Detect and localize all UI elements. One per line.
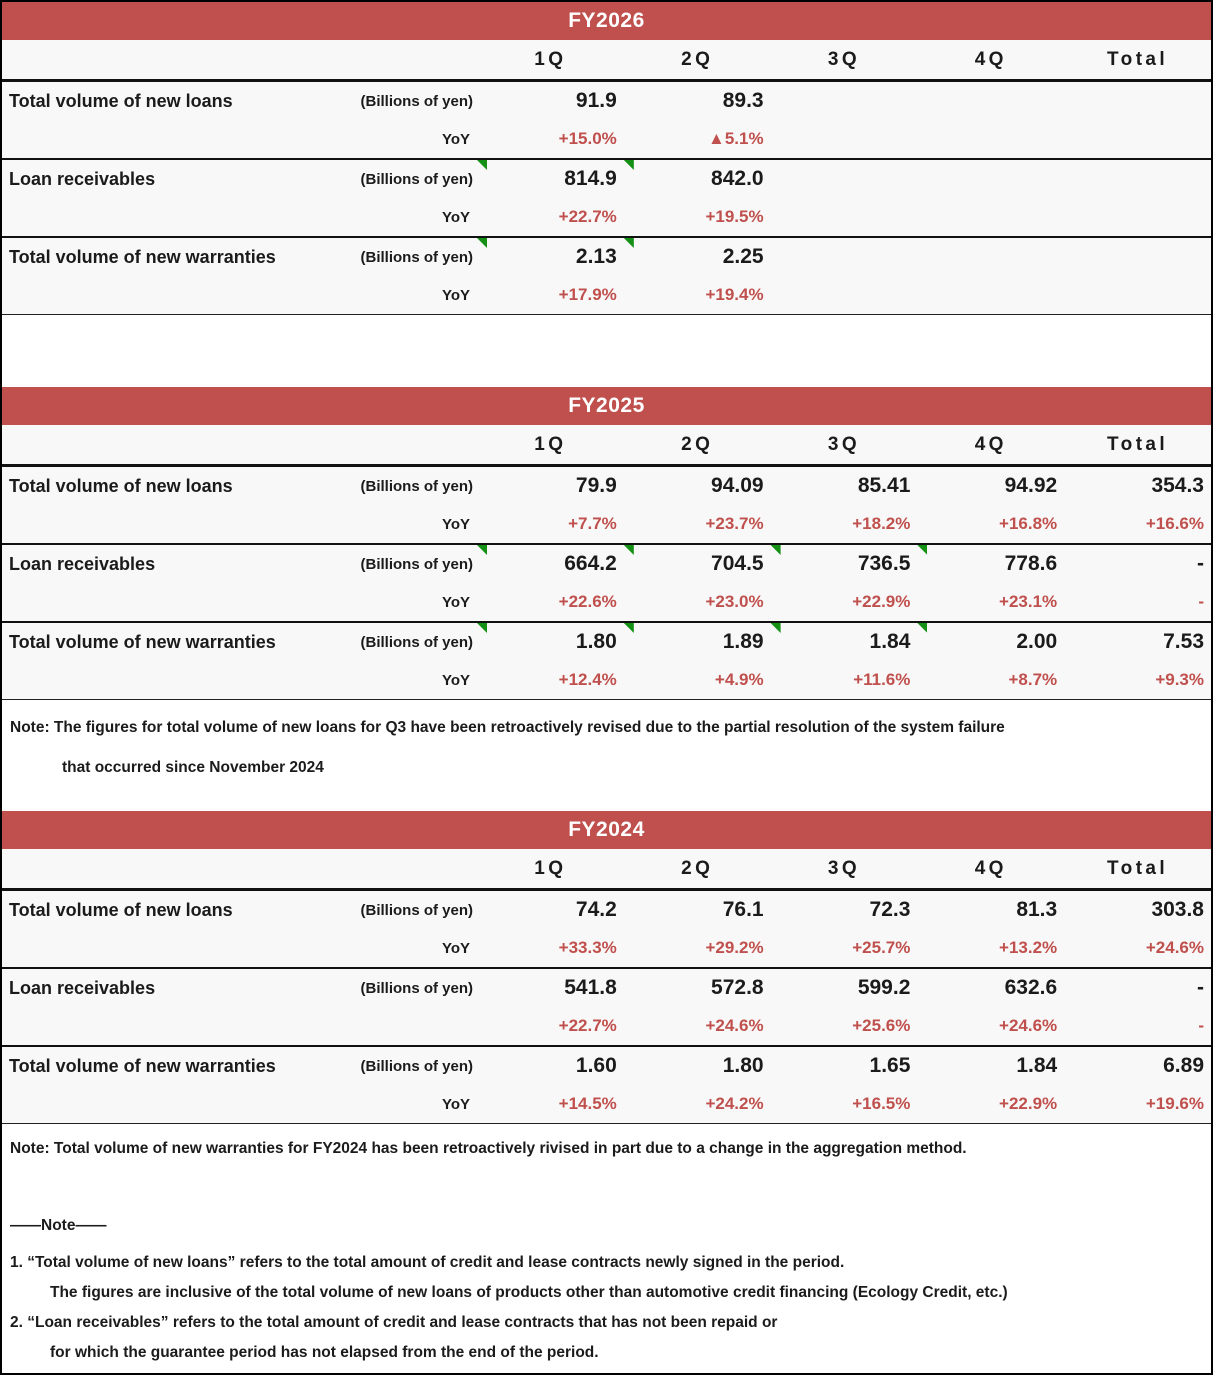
value-3q: 72.3 — [869, 898, 911, 921]
unit-label: (Billions of yen) — [360, 92, 473, 110]
fy2025-title-bar — [2, 387, 1211, 425]
yoy-2q: +4.9% — [714, 670, 764, 689]
footnote-1-continued: The figures are inclusive of the total volume of new loans of products other than automotive credit financing (Ecology Credit, etc.) — [50, 1284, 1008, 1301]
yoy-4q: +13.2% — [999, 938, 1058, 957]
value-total — [1064, 160, 1211, 198]
fy2025-title: FY2025 — [568, 394, 645, 417]
note-line: that occurred since November 2024 — [62, 759, 324, 776]
row-group-loan-receivables — [2, 543, 1211, 621]
value-1q-flagged: 664.2 — [477, 545, 624, 583]
unit-label: (Billions of yen) — [360, 248, 473, 266]
fy2025-note — [2, 700, 1211, 788]
value-1q-flagged: 2.13 — [477, 238, 624, 276]
value-1q-flagged: 814.9 — [477, 160, 624, 198]
column-header-1q: 1Q — [534, 857, 567, 879]
value-4q — [917, 238, 1064, 276]
yoy-label: YoY — [441, 208, 470, 226]
value-total: 6.89 — [1163, 1054, 1204, 1077]
unit-label: (Billions of yen) — [360, 979, 473, 997]
row-group-new-warranties — [2, 621, 1211, 699]
value-row — [2, 82, 1211, 120]
yoy-1q: +17.9% — [558, 285, 617, 304]
yoy-3q: +16.5% — [852, 1094, 911, 1113]
value-total — [1064, 238, 1211, 276]
yoy-label — [336, 1026, 477, 1027]
fy2024-title: FY2024 — [568, 818, 645, 841]
column-header-4q: 4Q — [974, 433, 1007, 455]
column-header-total: Total — [1107, 857, 1169, 879]
value-1q: 541.8 — [564, 976, 617, 999]
column-header-3q: 3Q — [827, 48, 861, 70]
column-header-2q: 2Q — [681, 48, 714, 70]
yoy-label: YoY — [441, 286, 470, 304]
row-label: Total volume of new warranties — [9, 246, 276, 267]
yoy-3q — [771, 217, 918, 218]
footnote-2: 2. “Loan receivables” refers to the total amount of credit and lease contracts that has not been repaid or — [10, 1314, 778, 1331]
column-header-1q: 1Q — [534, 433, 567, 455]
row-label: Total volume of new loans — [9, 90, 233, 111]
value-2q: 94.09 — [711, 474, 764, 497]
yoy-1q: +14.5% — [558, 1094, 617, 1113]
value-total — [1064, 82, 1211, 120]
yoy-row — [2, 120, 1211, 158]
yoy-4q: +16.8% — [999, 514, 1058, 533]
value-row — [2, 891, 1211, 929]
yoy-4q: +23.1% — [999, 592, 1058, 611]
fy2024-note — [2, 1124, 1211, 1162]
value-4q: 94.92 — [1004, 474, 1058, 497]
yoy-row — [2, 1085, 1211, 1123]
yoy-total: +16.6% — [1145, 514, 1204, 533]
value-row — [2, 160, 1211, 198]
yoy-1q: +7.7% — [568, 514, 617, 533]
yoy-1q: +22.6% — [558, 592, 617, 611]
value-4q: 81.3 — [1016, 898, 1058, 921]
value-4q: 632.6 — [1004, 976, 1058, 999]
value-3q-flagged: 1.84 — [771, 623, 918, 661]
value-3q — [771, 160, 918, 198]
row-label: Loan receivables — [9, 977, 156, 998]
yoy-label: YoY — [441, 671, 470, 689]
unit-label: (Billions of yen) — [360, 170, 473, 188]
fy2026-title: FY2026 — [568, 9, 645, 32]
yoy-row — [2, 276, 1211, 314]
row-label: Total volume of new loans — [9, 899, 233, 920]
yoy-3q: +11.6% — [853, 670, 911, 689]
value-total: - — [1197, 976, 1204, 999]
column-header-2q: 2Q — [681, 433, 714, 455]
value-2q-flagged: 704.5 — [624, 545, 771, 583]
note-line: Note: Total volume of new warranties for FY2024 has been retroactively rivised in part due to a change in the aggregation method. — [10, 1140, 967, 1157]
value-4q — [917, 82, 1064, 120]
yoy-row — [2, 1007, 1211, 1045]
value-1q: 74.2 — [575, 898, 617, 921]
row-label: Total volume of new warranties — [9, 631, 276, 652]
column-header-total: Total — [1107, 48, 1169, 70]
yoy-row — [2, 583, 1211, 621]
row-group-new-loans — [2, 82, 1211, 158]
yoy-total — [1064, 139, 1211, 140]
unit-label: (Billions of yen) — [360, 477, 473, 495]
row-label: Total volume of new loans — [9, 475, 233, 496]
row-group-new-loans — [2, 891, 1211, 967]
yoy-label: YoY — [441, 939, 470, 957]
column-header-3q: 3Q — [827, 433, 861, 455]
yoy-3q — [771, 295, 918, 296]
yoy-4q: +8.7% — [1008, 670, 1058, 689]
value-row — [2, 238, 1211, 276]
footnotes — [2, 1210, 1211, 1368]
value-row — [2, 623, 1211, 661]
value-row — [2, 545, 1211, 583]
yoy-1q: +12.4% — [558, 670, 617, 689]
yoy-3q: +25.6% — [852, 1016, 911, 1035]
column-header-2q: 2Q — [681, 857, 714, 879]
yoy-3q — [771, 139, 918, 140]
value-2q: 76.1 — [722, 898, 764, 921]
yoy-2q: +19.4% — [705, 285, 764, 304]
yoy-label: YoY — [441, 1095, 470, 1113]
row-group-new-warranties — [2, 236, 1211, 314]
row-label: Loan receivables — [9, 553, 156, 574]
footnotes-heading: ——Note—— — [10, 1217, 107, 1234]
yoy-3q: +25.7% — [852, 938, 911, 957]
fy2026-table — [2, 2, 1211, 315]
value-row — [2, 467, 1211, 505]
yoy-4q: +22.9% — [999, 1094, 1058, 1113]
yoy-2q: +23.0% — [705, 592, 764, 611]
value-3q: 85.41 — [857, 474, 911, 497]
fy2025-table — [2, 387, 1211, 700]
value-4q-flagged: 2.00 — [917, 623, 1064, 661]
value-2q: 89.3 — [722, 89, 764, 112]
value-total: 303.8 — [1151, 898, 1204, 921]
value-1q: 91.9 — [575, 89, 617, 112]
value-1q: 1.60 — [575, 1054, 617, 1077]
value-row — [2, 969, 1211, 1007]
yoy-row — [2, 505, 1211, 543]
value-1q: 79.9 — [575, 474, 617, 497]
yoy-4q — [917, 217, 1064, 218]
value-3q — [771, 82, 918, 120]
fy2026-column-header-row — [2, 40, 1211, 82]
unit-label: (Billions of yen) — [360, 555, 473, 573]
footnote-1: 1. “Total volume of new loans” refers to the total amount of credit and lease contracts newly signed in the period. — [10, 1254, 845, 1271]
yoy-label: YoY — [441, 515, 470, 533]
value-3q — [771, 238, 918, 276]
yoy-label: YoY — [441, 130, 470, 148]
fy2025-column-header-row — [2, 425, 1211, 467]
yoy-3q: +18.2% — [852, 514, 911, 533]
column-header-3q: 3Q — [827, 857, 861, 879]
fy2026-title-bar — [2, 2, 1211, 40]
column-header-1q: 1Q — [534, 48, 567, 70]
value-3q: 1.65 — [869, 1054, 911, 1077]
yoy-total: +24.6% — [1145, 938, 1204, 957]
value-row — [2, 1047, 1211, 1085]
column-header-4q: 4Q — [974, 857, 1007, 879]
value-3q: 599.2 — [857, 976, 911, 999]
yoy-total — [1064, 295, 1211, 296]
value-2q-flagged: 842.0 — [624, 160, 771, 198]
unit-label: (Billions of yen) — [360, 633, 473, 651]
fy2024-table — [2, 811, 1211, 1124]
value-2q-flagged: 2.25 — [624, 238, 771, 276]
column-header-4q: 4Q — [974, 48, 1007, 70]
value-4q: 1.84 — [1016, 1054, 1058, 1077]
value-2q-flagged: 1.89 — [624, 623, 771, 661]
yoy-1q: +33.3% — [558, 938, 617, 957]
value-total: - — [1197, 552, 1204, 575]
yoy-total — [1064, 217, 1211, 218]
value-1q-flagged: 1.80 — [477, 623, 624, 661]
yoy-2q: +23.7% — [705, 514, 764, 533]
unit-label: (Billions of yen) — [360, 901, 473, 919]
footnote-2-continued: for which the guarantee period has not elapsed from the end of the period. — [50, 1344, 599, 1361]
yoy-total: +9.3% — [1155, 670, 1204, 689]
yoy-4q — [917, 295, 1064, 296]
yoy-2q: +19.5% — [705, 207, 764, 226]
column-header-total: Total — [1107, 433, 1169, 455]
yoy-2q: ▲5.1% — [708, 129, 764, 148]
value-total: 7.53 — [1163, 630, 1204, 653]
yoy-4q: +24.6% — [999, 1016, 1058, 1035]
yoy-total: - — [1198, 592, 1204, 611]
value-4q — [917, 160, 1064, 198]
row-group-new-warranties — [2, 1045, 1211, 1123]
row-label: Loan receivables — [9, 168, 156, 189]
value-2q: 572.8 — [711, 976, 764, 999]
value-3q-flagged: 736.5 — [771, 545, 918, 583]
yoy-row — [2, 198, 1211, 236]
value-2q: 1.80 — [722, 1054, 764, 1077]
fy2024-title-bar — [2, 811, 1211, 849]
yoy-row — [2, 661, 1211, 699]
row-label: Total volume of new warranties — [9, 1055, 276, 1076]
value-4q-flagged: 778.6 — [917, 545, 1064, 583]
yoy-3q: +22.9% — [852, 592, 911, 611]
yoy-total: +19.6% — [1145, 1094, 1204, 1113]
yoy-1q: +22.7% — [558, 207, 617, 226]
yoy-row — [2, 929, 1211, 967]
yoy-1q: +15.0% — [558, 129, 617, 148]
yoy-total: - — [1198, 1016, 1204, 1035]
row-group-loan-receivables — [2, 158, 1211, 236]
note-line: Note: The figures for total volume of new loans for Q3 have been retroactively revised due to the partial resolution of the system failure — [10, 719, 1005, 736]
row-group-loan-receivables — [2, 967, 1211, 1045]
yoy-2q: +24.2% — [705, 1094, 764, 1113]
unit-label: (Billions of yen) — [360, 1057, 473, 1075]
yoy-4q — [917, 139, 1064, 140]
yoy-label: YoY — [441, 593, 470, 611]
fy2024-column-header-row — [2, 849, 1211, 891]
yoy-2q: +29.2% — [705, 938, 764, 957]
row-group-new-loans — [2, 467, 1211, 543]
yoy-2q: +24.6% — [705, 1016, 764, 1035]
value-total: 354.3 — [1151, 474, 1204, 497]
yoy-1q: +22.7% — [558, 1016, 617, 1035]
